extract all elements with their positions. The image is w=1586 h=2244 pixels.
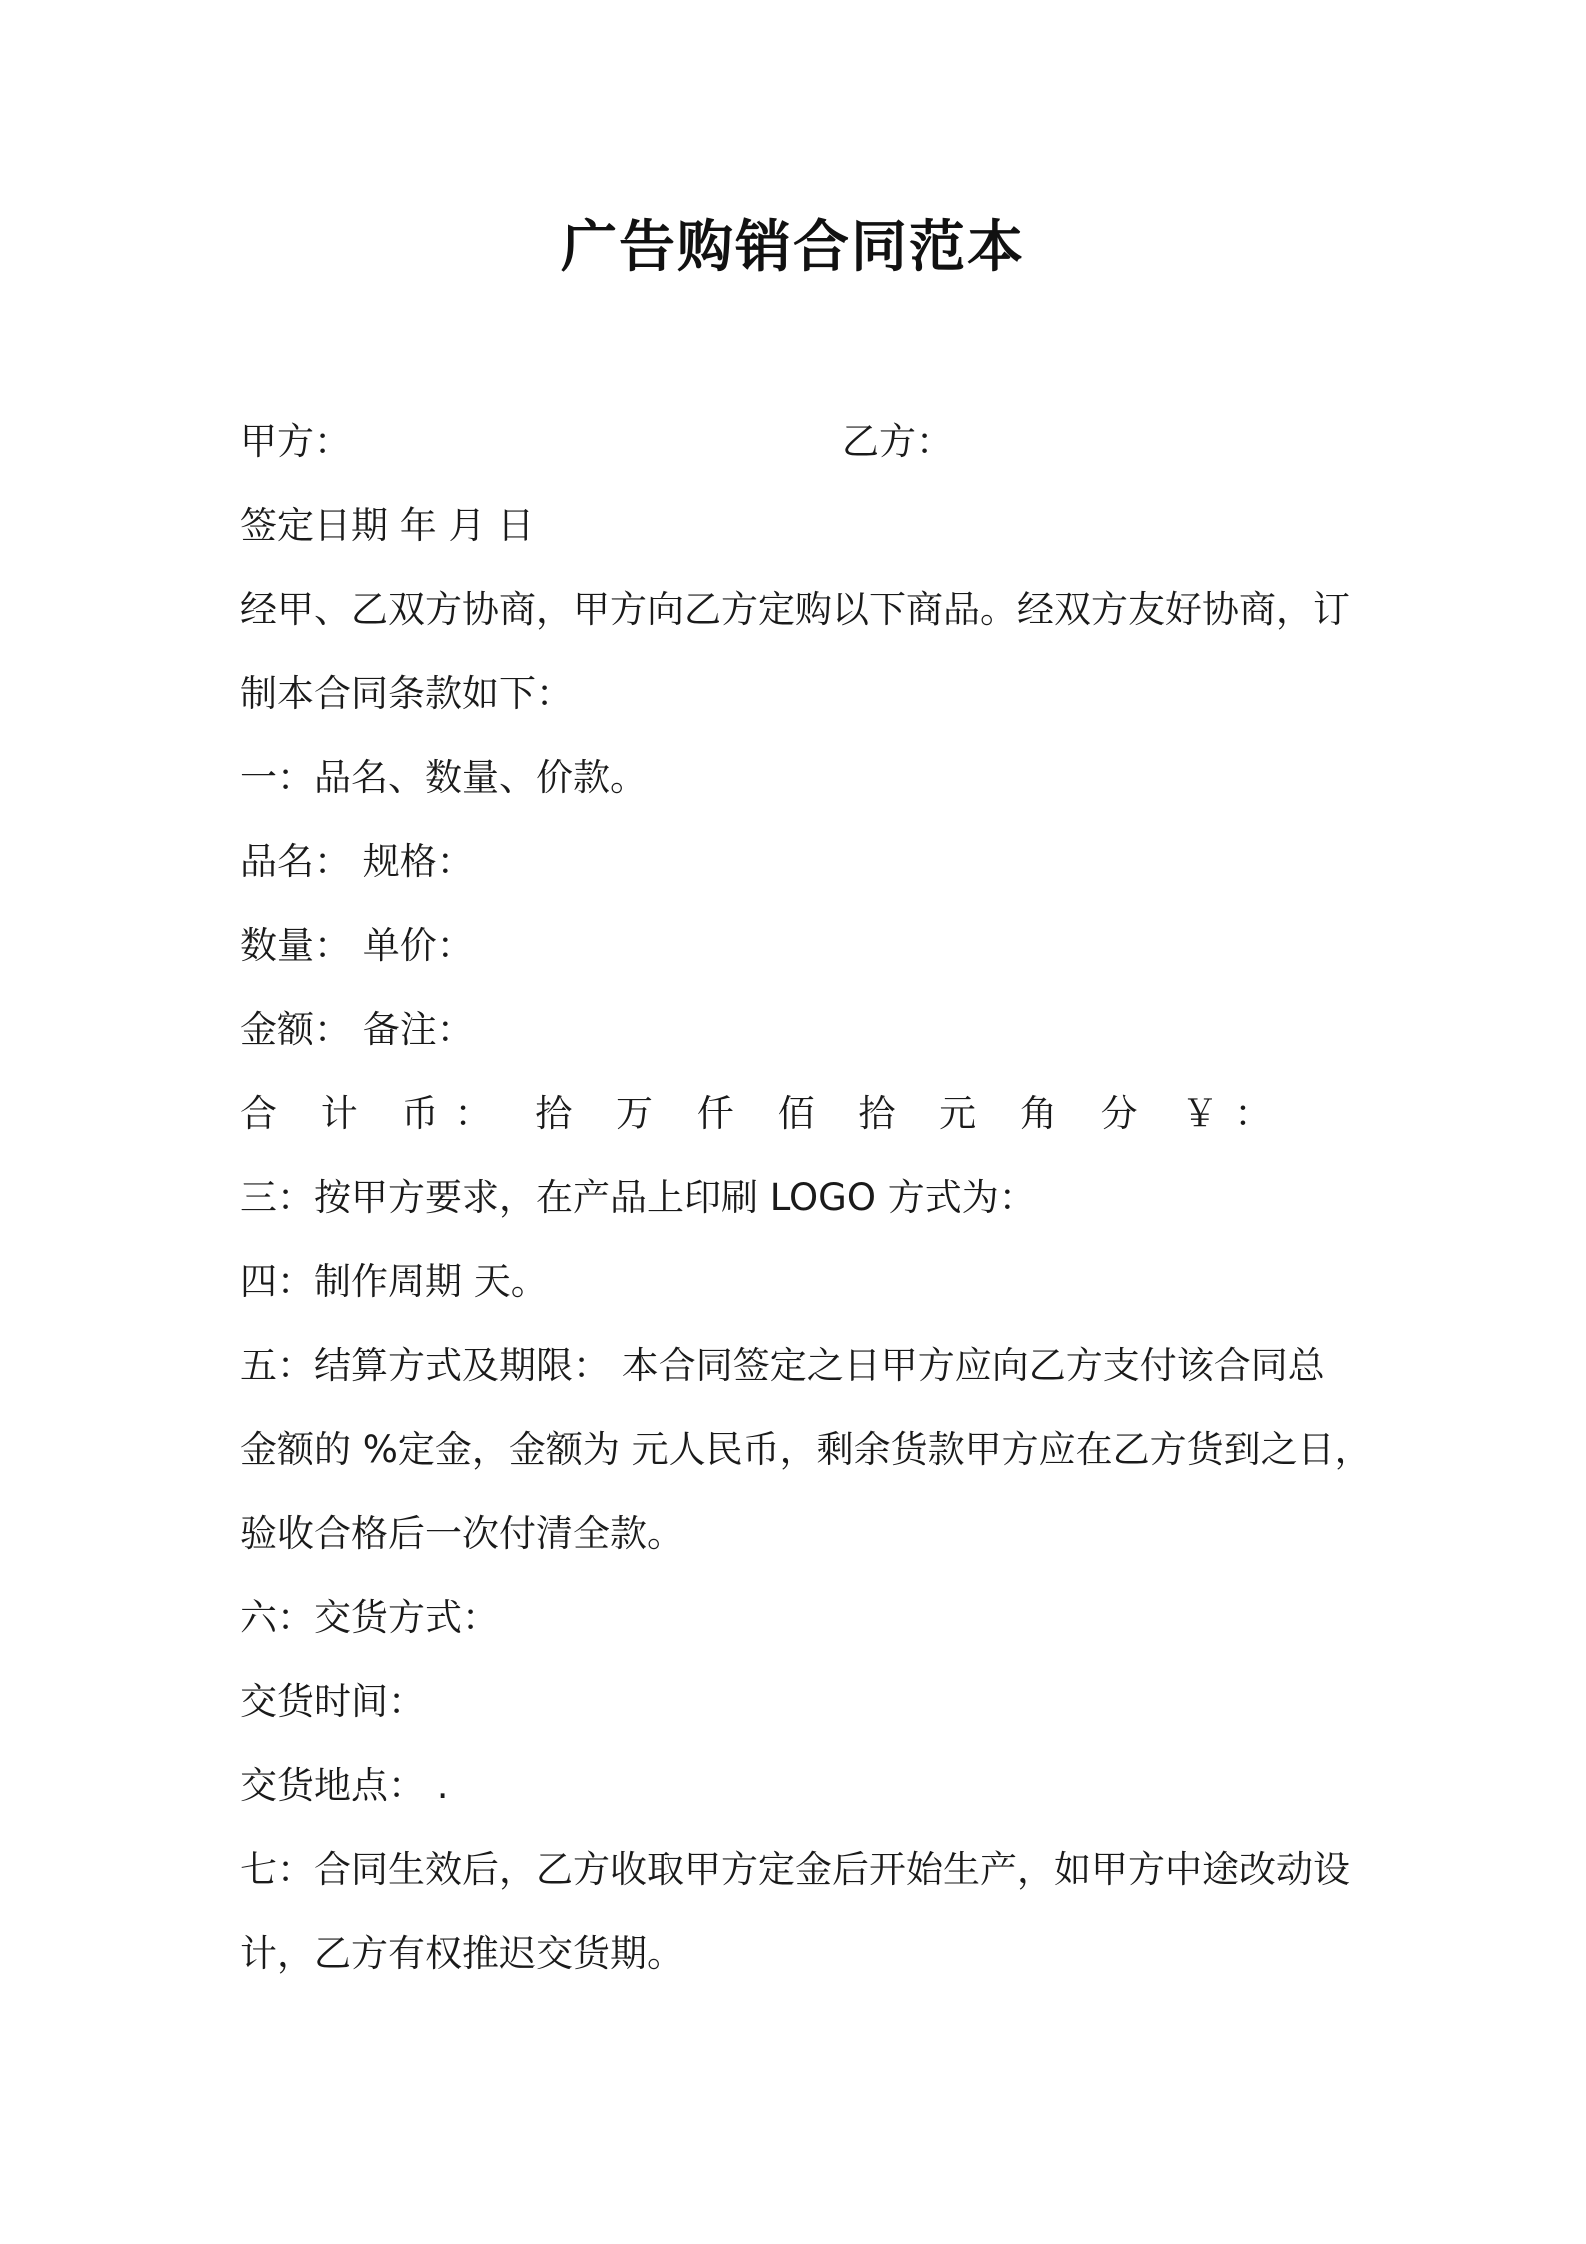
clause-7-line-1: 七：合同生效后，乙方收取甲方定金后开始生产，如甲方中途改动设 xyxy=(240,1848,1350,1891)
parties-line xyxy=(240,400,1360,484)
item-qty-price: 数量： 单价： xyxy=(240,924,474,967)
total-amount-line: 合 计 币： 拾 万 仟 佰 拾 元 角 分 ￥： xyxy=(240,1092,1288,1135)
document-body xyxy=(240,400,1372,1996)
clause-5-line-1: 五：结算方式及期限： 本合同签定之日甲方应向乙方支付该合同总 xyxy=(240,1344,1325,1387)
intro-line-1: 经甲、乙双方协商，甲方向乙方定购以下商品。经双方友好协商，订 xyxy=(240,588,1350,631)
clause-5-line-3: 验收合格后一次付清全款。 xyxy=(240,1512,684,1555)
clause-4: 四：制作周期 天。 xyxy=(240,1260,548,1303)
clause-7-line-2: 计，乙方有权推迟交货期。 xyxy=(240,1932,684,1975)
intro-line-2: 制本合同条款如下： xyxy=(240,672,573,715)
delivery-time: 交货时间： xyxy=(240,1680,425,1723)
clause-3: 三：按甲方要求，在产品上印刷 LOGO 方式为： xyxy=(240,1176,1036,1219)
delivery-place: 交货地点： . xyxy=(240,1764,449,1807)
clause-1-heading: 一：品名、数量、价款。 xyxy=(240,756,647,799)
clause-6: 六：交货方式： xyxy=(240,1596,499,1639)
item-amount-note: 金额： 备注： xyxy=(240,1008,474,1051)
party-a-label: 甲方： xyxy=(240,420,351,463)
item-name-spec: 品名： 规格： xyxy=(240,840,474,883)
document-title: 广告购销合同范本 xyxy=(561,215,1025,280)
sign-date: 签定日期 年 月 日 xyxy=(240,504,535,547)
clause-5-line-2: 金额的 %定金，金额为 元人民币，剩余货款甲方应在乙方货到之日， xyxy=(240,1428,1372,1471)
party-b-label: 乙方： xyxy=(842,420,953,463)
